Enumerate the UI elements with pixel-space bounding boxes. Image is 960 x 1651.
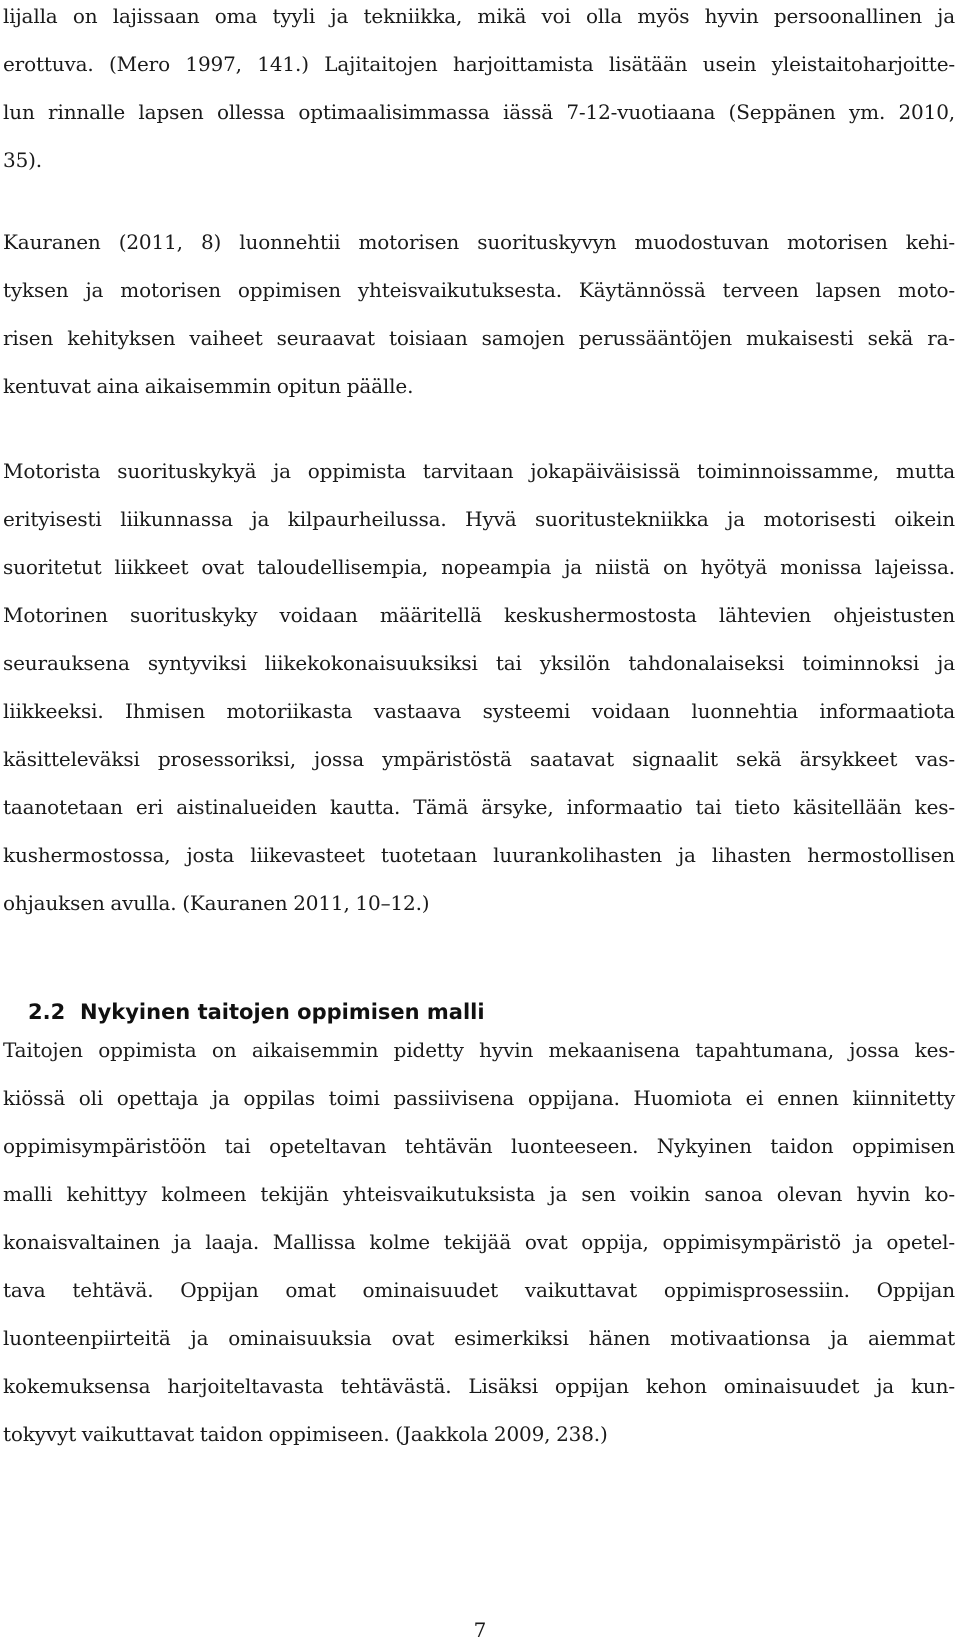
text-line: 35). — [3, 148, 43, 172]
text-line: konaisvaltainen ja laaja. Mallissa kolme tekijää ovat oppija, oppimisympäristö ja opetel- — [3, 1230, 955, 1254]
section-heading — [28, 997, 485, 1027]
text-line: lijalla on lajissaan oma tyyli ja tekniikka, mikä voi olla myös hyvin persoonallinen ja — [3, 4, 955, 28]
text-line: erottuva. (Mero 1997, 141.) Lajitaitojen harjoittamista lisätään usein yleistaitoharjoitte- — [3, 52, 955, 76]
text-line: Motorista suorituskykyä ja oppimista tarvitaan jokapäiväisissä toiminnoissamme, mutta — [3, 459, 955, 483]
paragraph-4 — [3, 1026, 955, 1458]
text-line: risen kehityksen vaiheet seuraavat toisiaan samojen perussääntöjen mukaisesti sekä ra- — [3, 326, 955, 350]
paragraph-1 — [3, 0, 955, 184]
text-line: tokyvyt vaikuttavat taidon oppimiseen. (Jaakkola 2009, 238.) — [3, 1422, 608, 1446]
text-line: liikkeeksi. Ihmisen motoriikasta vastaava systeemi voidaan luonnehtia informaatiota — [3, 699, 955, 723]
text-line: taanotetaan eri aistinalueiden kautta. Tämä ärsyke, informaatio tai tieto käsitellään kes- — [3, 795, 955, 819]
text-line: kokemuksensa harjoiteltavasta tehtävästä. Lisäksi oppijan kehon ominaisuudet ja kun- — [3, 1374, 955, 1398]
page-number: 7 — [473, 1618, 487, 1642]
text-line: kushermostossa, josta liikevasteet tuotetaan luurankolihasten ja lihasten hermostollisen — [3, 843, 955, 867]
text-line: suoritetut liikkeet ovat taloudellisempia, nopeampia ja niistä on hyötyä monissa lajeissa. — [3, 555, 955, 579]
section-number: 2.2 — [28, 1000, 66, 1024]
text-line: oppimisympäristöön tai opeteltavan tehtävän luonteeseen. Nykyinen taidon oppimisen — [3, 1134, 955, 1158]
text-line: ohjauksen avulla. (Kauranen 2011, 10–12.) — [3, 891, 430, 915]
text-line: kentuvat aina aikaisemmin opitun päälle. — [3, 374, 414, 398]
text-line: erityisesti liikunnassa ja kilpaurheilussa. Hyvä suoritustekniikka ja motorisesti oikein — [3, 507, 955, 531]
text-line: lun rinnalle lapsen ollessa optimaalisimmassa iässä 7-12-vuotiaana (Seppänen ym. 2010, — [3, 100, 955, 124]
text-line: tava tehtävä. Oppijan omat ominaisuudet vaikuttavat oppimisprosessiin. Oppijan — [3, 1278, 955, 1302]
text-line: luonteenpiirteitä ja ominaisuuksia ovat esimerkiksi hänen motivaationsa ja aiemmat — [3, 1326, 955, 1350]
text-line: Taitojen oppimista on aikaisemmin pidetty hyvin mekaanisena tapahtumana, jossa kes- — [3, 1038, 955, 1062]
text-line: tyksen ja motorisen oppimisen yhteisvaikutuksesta. Käytännössä terveen lapsen moto- — [3, 278, 955, 302]
text-line: malli kehittyy kolmeen tekijän yhteisvaikutuksista ja sen voikin sanoa olevan hyvin ko- — [3, 1182, 955, 1206]
paragraph-3 — [3, 447, 955, 927]
text-line: seurauksena syntyviksi liikekokonaisuuksiksi tai yksilön tahdonalaiseksi toiminnoksi ja — [3, 651, 955, 675]
text-line: Kauranen (2011, 8) luonnehtii motorisen suorituskyvyn muodostuvan motorisen kehi- — [3, 230, 955, 254]
text-line: kiössä oli opettaja ja oppilas toimi passiivisena oppijana. Huomiota ei ennen kiinnitetty — [3, 1086, 955, 1110]
section-title: Nykyinen taitojen oppimisen malli — [80, 1000, 485, 1024]
paragraph-2 — [3, 218, 955, 410]
text-line: käsitteleväksi prosessoriksi, jossa ympäristöstä saatavat signaalit sekä ärsykkeet vas- — [3, 747, 955, 771]
text-line: Motorinen suorituskyky voidaan määritellä keskushermostosta lähtevien ohjeistusten — [3, 603, 955, 627]
